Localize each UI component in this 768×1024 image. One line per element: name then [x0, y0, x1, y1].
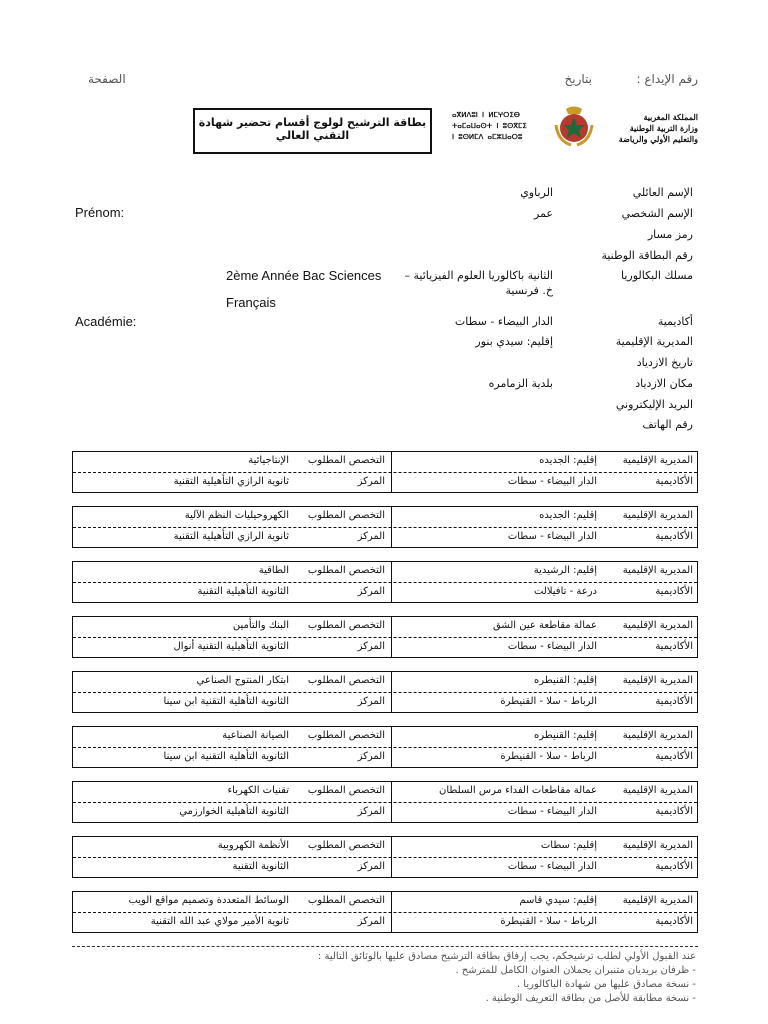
choice-specialty-value: البنك والتأمين — [232, 620, 289, 631]
choice-specialty-value: تقنيات الكهرباء — [227, 785, 289, 796]
choice-direction-value: إقليم: سيدي قاسم — [519, 895, 597, 906]
choice-center-value: الثانوية التأهيلية الخوارزمي — [179, 806, 289, 817]
national-id-label: رقم البطاقة الوطنية — [601, 249, 693, 262]
first-name-value: عمر — [534, 207, 553, 220]
choice-direction-value: إقليم: الجديده — [539, 455, 597, 466]
choice-academy-value: الدار البيضاء - سطات — [507, 641, 597, 652]
academy-label: أكاديمية — [657, 315, 693, 328]
bac-fr-line1: 2ème Année Bac Sciences — [226, 268, 382, 283]
choice-direction-label: المديرية الإقليمية — [622, 675, 693, 686]
ministry-line: والتعليم الأولي والرياضة — [618, 134, 698, 144]
choice-direction-value: عمالة مقاطعات الفداء مرس السلطان — [439, 785, 597, 796]
ministry-line: وزارة التربية الوطنية — [629, 123, 698, 133]
choice-specialty-value: الوسائط المتعددة وتصميم مواقع الويب — [128, 895, 289, 906]
choice-specialty-label: التخصص المطلوب — [307, 620, 385, 631]
form-title: بطاقة الترشيح لولوج أقسام تحضير شهادة التقني العالي — [198, 116, 427, 142]
choice-specialty-label: التخصص المطلوب — [307, 455, 385, 466]
choice-direction-label: المديرية الإقليمية — [622, 840, 693, 851]
bac-fr-line2: Français — [226, 295, 276, 310]
tifinagh-line: ⵏ ⵓⵙⵍⵎⴷ ⴰⵎⵣⵡⴰⵔⵓ — [452, 133, 523, 141]
choice-center-label: المركز — [357, 806, 385, 817]
choice-specialty-label: التخصص المطلوب — [307, 895, 385, 906]
choice-specialty-value: ابتكار المنتوج الصناعي — [196, 675, 289, 686]
choice-academy-label: الأكاديمية — [655, 476, 693, 487]
birth-place-value: بلدية الزمامره — [488, 377, 553, 390]
choice-academy-value: الرباط - سلا - القنيطرة — [500, 696, 597, 707]
choice-specialty-label: التخصص المطلوب — [307, 675, 385, 686]
choice-center-label: المركز — [357, 861, 385, 872]
bac-track-label: مسلك البكالوريا — [620, 269, 693, 282]
choice-box-8 — [72, 836, 698, 878]
choice-academy-label: الأكاديمية — [655, 641, 693, 652]
ministry-arabic-logo — [598, 112, 698, 145]
tifinagh-line: ⴰⴳⵍⴷⵓⵏ ⵏ ⵍⵎⵖⵔⵉⴱ — [452, 111, 521, 119]
footer-note: - نسخة مصادق عليها من شهادة الباكالوريا . — [516, 979, 696, 990]
direction-label: المديرية الإقليمية — [615, 335, 693, 348]
choice-specialty-label: التخصص المطلوب — [307, 785, 385, 796]
choice-specialty-value: الكهروحيليات النظم الآلية — [184, 510, 289, 521]
choice-direction-label: المديرية الإقليمية — [622, 730, 693, 741]
phone-label: رقم الهاتف — [642, 418, 693, 431]
choice-academy-label: الأكاديمية — [655, 916, 693, 927]
birth-date-label: تاريخ الازدياد — [636, 356, 693, 369]
choice-academy-value: درعة - تافيلالت — [533, 586, 597, 597]
birth-place-label: مكان الازدياد — [635, 377, 693, 390]
choice-center-label: المركز — [357, 641, 385, 652]
choice-center-label: المركز — [357, 751, 385, 762]
choice-specialty-label: التخصص المطلوب — [307, 730, 385, 741]
footer-divider — [72, 946, 698, 947]
choice-center-value: الثانوية التأهلية التقنية ابن سينا — [163, 696, 289, 707]
choice-direction-label: المديرية الإقليمية — [622, 895, 693, 906]
choice-center-value: الثانوية التأهلية التقنية ابن سينا — [163, 751, 289, 762]
choice-specialty-value: الإنتاجيائية — [248, 455, 289, 466]
choice-center-label: المركز — [357, 916, 385, 927]
choice-academy-value: الدار البيضاء - سطات — [507, 861, 597, 872]
choice-center-value: الثانوية التقنية — [232, 861, 289, 872]
choice-box-6 — [72, 726, 698, 768]
choice-center-value: الثانوية التأهيلية التقنية أنوال — [173, 641, 289, 652]
date-label: بتاريخ — [564, 72, 592, 86]
choice-box-2 — [72, 506, 698, 548]
choice-direction-label: المديرية الإقليمية — [622, 620, 693, 631]
choice-academy-label: الأكاديمية — [655, 751, 693, 762]
choice-direction-value: إقليم: القنيطره — [534, 675, 597, 686]
footer-note: - ظرفان بريديان متنبران يحملان العنوان الكامل للمترشح . — [455, 965, 696, 976]
choice-box-4 — [72, 616, 698, 658]
choice-center-label: المركز — [357, 696, 385, 707]
email-label: البريد الإليكتروني — [615, 398, 693, 411]
choice-box-5 — [72, 671, 698, 713]
choice-academy-label: الأكاديمية — [655, 696, 693, 707]
choice-center-label: المركز — [357, 586, 385, 597]
ministry-tifinagh-logo — [452, 110, 542, 143]
choice-direction-value: عمالة مقاطعة عين الشق — [492, 620, 597, 631]
choice-center-value: ثانوية الأمير مولاي عبد الله التقنية — [150, 916, 289, 927]
academie-label: Académie: — [75, 314, 137, 329]
choice-direction-value: إقليم: الرشيدية — [533, 565, 597, 576]
choice-academy-value: الرباط - سلا - القنيطرة — [500, 916, 597, 927]
choice-specialty-label: التخصص المطلوب — [307, 565, 385, 576]
choice-academy-label: الأكاديمية — [655, 861, 693, 872]
choice-box-1 — [72, 451, 698, 493]
choice-box-9 — [72, 891, 698, 933]
massar-code-label: رمز مسار — [647, 228, 693, 241]
choice-academy-value: الدار البيضاء - سطات — [507, 806, 597, 817]
bac-track-value: الثانية باكالوريا العلوم الفيزيائية – خ. فرنسية — [404, 269, 553, 297]
choice-center-value: ثانوية الرازي التأهيلية التقنية — [173, 531, 289, 542]
choice-center-label: المركز — [357, 476, 385, 487]
footer-note: عند القبول الأولي لطلب ترشيحكم، يجب إرفاق بطاقة الترشيح مصادق عليها بالوثائق التالية : — [317, 951, 696, 962]
academy-value: الدار البيضاء - سطات — [454, 315, 553, 328]
first-name-label: الإسم الشخصي — [621, 207, 693, 220]
royal-emblem-icon — [553, 105, 595, 149]
choice-center-label: المركز — [357, 531, 385, 542]
footer-note: - نسخة مطابقة للأصل من بطاقة التعريف الوطنية . — [485, 993, 696, 1004]
choice-academy-value: الرباط - سلا - القنيطرة — [500, 751, 597, 762]
choice-direction-value: إقليم: سطات — [540, 840, 597, 851]
choice-direction-label: المديرية الإقليمية — [622, 565, 693, 576]
page-label: الصفحة — [88, 72, 126, 86]
choice-direction-label: المديرية الإقليمية — [622, 510, 693, 521]
choice-direction-value: إقليم: القنيطره — [534, 730, 597, 741]
choice-specialty-value: الطاقية — [258, 565, 289, 576]
tifinagh-line: ⵜⴰⵎⴰⵡⴰⵙⵜ ⵏ ⵓⵙⴳⵎⵉ — [452, 122, 527, 130]
direction-value: إقليم: سيدي بنور — [475, 335, 553, 348]
choice-academy-label: الأكاديمية — [655, 586, 693, 597]
choice-direction-label: المديرية الإقليمية — [622, 785, 693, 796]
prenom-label: Prénom: — [75, 205, 125, 220]
choice-box-7 — [72, 781, 698, 823]
choice-specialty-label: التخصص المطلوب — [307, 840, 385, 851]
choice-direction-label: المديرية الإقليمية — [622, 455, 693, 466]
filing-number-label: رقم الإيداع : — [636, 72, 698, 86]
choice-academy-value: الدار البيضاء - سطات — [507, 476, 597, 487]
choice-center-value: الثانوية التأهيلية التقنية — [197, 586, 289, 597]
choice-center-value: ثانوية الرازي التأهيلية التقنية — [173, 476, 289, 487]
choice-specialty-label: التخصص المطلوب — [307, 510, 385, 521]
choice-academy-label: الأكاديمية — [655, 806, 693, 817]
family-name-value: الرباوي — [520, 186, 553, 199]
choice-specialty-value: الأنظمة الكهروبية — [217, 840, 289, 851]
choice-academy-label: الأكاديمية — [655, 531, 693, 542]
ministry-line: المملكة المغربية — [643, 112, 698, 122]
family-name-label: الإسم العائلي — [632, 186, 693, 199]
form-title-box — [193, 108, 432, 154]
choice-academy-value: الدار البيضاء - سطات — [507, 531, 597, 542]
choice-specialty-value: الصيانة الصناعية — [222, 730, 289, 741]
choice-direction-value: إقليم: الجديده — [539, 510, 597, 521]
choice-box-3 — [72, 561, 698, 603]
